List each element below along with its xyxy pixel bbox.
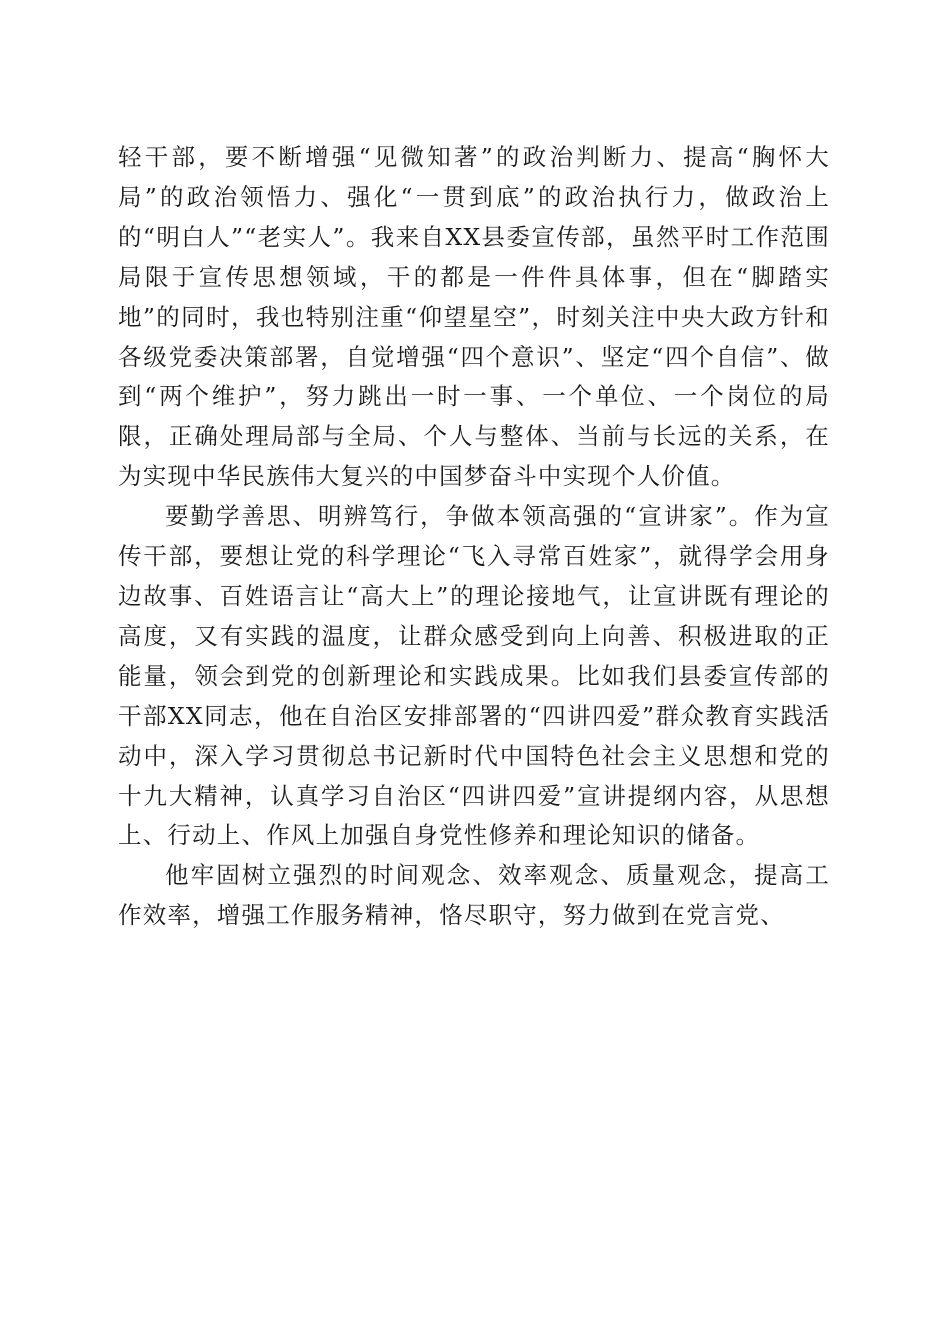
paragraph-continued: 轻干部，要不断增强“见微知著”的政治判断力、提高“胸怀大局”的政治领悟力、强化“一贯到底”的政治执行力，做政治上的“明白人”“老实人”。我来自XX县委宣传部，虽然平时工作范围局限于宣传思想领域，干的都是一件件具体事，但在“脚踏实地”的同时，我也特别注重“仰望星空”，时刻关注中央大政方针和各级党委决策部署，自觉增强“四个意识”、坚定“四个自信”、做到“两个维护”，努力跳出一时一事、一个单位、一个岗位的局限，正确处理局部与全局、个人与整体、当前与长远的关系，在为实现中华民族伟大复兴的中国梦奋斗中实现个人价值。 — [118, 143, 830, 491]
paragraph: 他牢固树立强烈的时间观念、效率观念、质量观念，提高工作效率，增强工作服务精神，恪尽职守，努力做到在党言党、 — [118, 861, 830, 930]
paragraph: 要勤学善思、明辨笃行，争做本领高强的“宣讲家”。作为宣传干部，要想让党的科学理论“飞入寻常百姓家”，就得学会用身边故事、百姓语言让“高大上”的理论接地气，让宣讲既有理论的高度，又有实践的温度，让群众感受到向上向善、积极进取的正能量，领会到党的创新理论和实践成果。比如我们县委宣传部的干部XX同志，他在自治区安排部署的“四讲四爱”群众教育实践活动中，深入学习贯彻总书记新时代中国特色社会主义思想和党的十九大精神，认真学习自治区“四讲四爱”宣讲提纲内容，从思想上、行动上、作风上加强自身党性修养和理论知识的储备。 — [118, 502, 830, 850]
body-text — [118, 138, 830, 936]
